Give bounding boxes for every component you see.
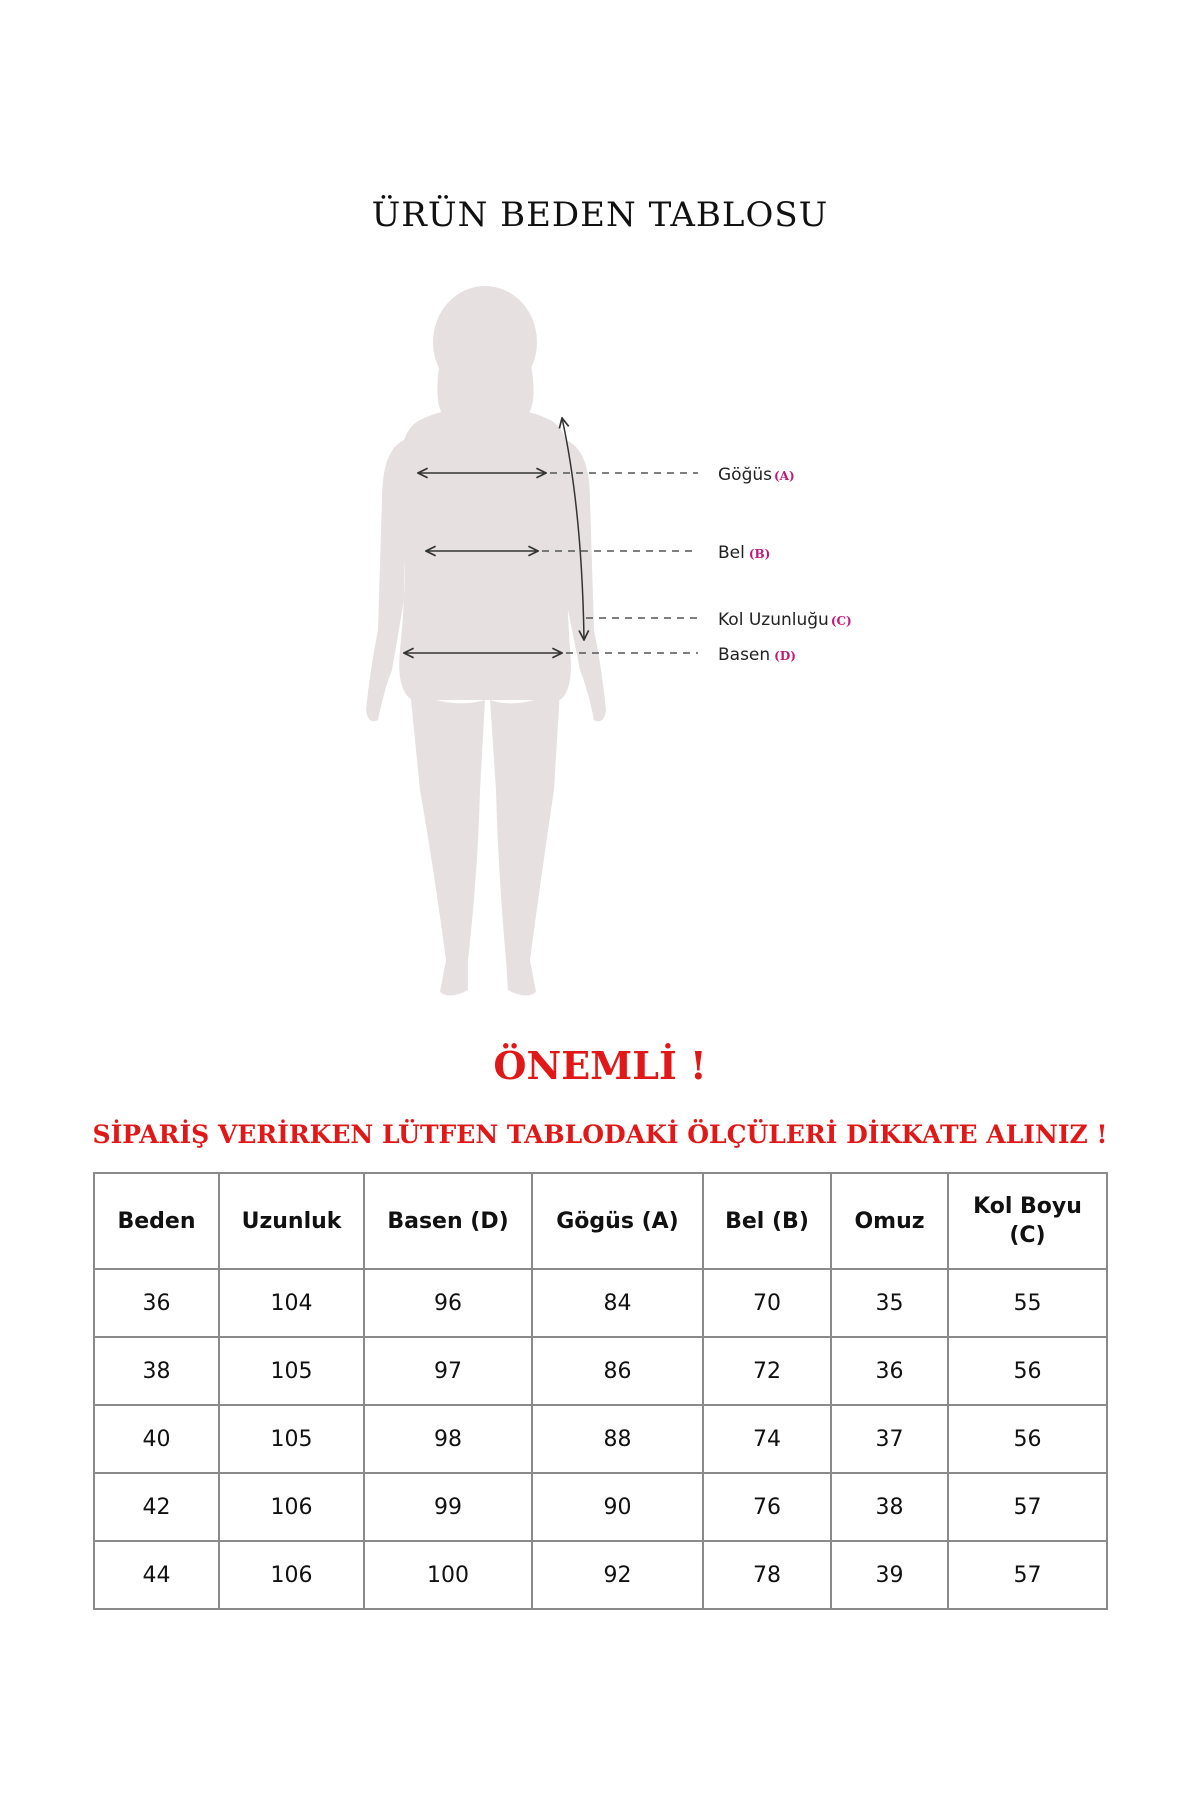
header-waist: Bel (B): [703, 1173, 831, 1269]
cell-bust: 84: [532, 1269, 703, 1337]
table-row: [94, 1337, 1107, 1405]
cell-waist: 78: [703, 1541, 831, 1609]
bust-label: Göğüs (A): [718, 465, 795, 485]
cell-hip: 100: [364, 1541, 532, 1609]
cell-waist: 70: [703, 1269, 831, 1337]
table-row: [94, 1269, 1107, 1337]
cell-sleeve-length: 57: [948, 1473, 1107, 1541]
cell-sleeve-length: 56: [948, 1405, 1107, 1473]
waist-label: Bel (B): [718, 543, 771, 563]
cell-hip: 98: [364, 1405, 532, 1473]
hip-label: Basen (D): [718, 645, 796, 665]
cell-hip: 96: [364, 1269, 532, 1337]
header-hip: Basen (D): [364, 1173, 532, 1269]
table-header-row: [94, 1173, 1107, 1269]
cell-length: 104: [219, 1269, 364, 1337]
cell-shoulder: 39: [831, 1541, 948, 1609]
table-row: [94, 1405, 1107, 1473]
cell-bust: 88: [532, 1405, 703, 1473]
cell-length: 105: [219, 1337, 364, 1405]
sleeve-length-label: Kol Uzunluğu (C): [718, 610, 852, 630]
table-row: [94, 1541, 1107, 1609]
cell-size: 40: [94, 1405, 219, 1473]
page-title: ÜRÜN BEDEN TABLOSU: [371, 195, 829, 235]
cell-sleeve-length: 57: [948, 1541, 1107, 1609]
cell-bust: 90: [532, 1473, 703, 1541]
header-sleeve-length: Kol Boyu (C): [948, 1173, 1107, 1269]
cell-shoulder: 37: [831, 1405, 948, 1473]
cell-size: 38: [94, 1337, 219, 1405]
cell-size: 44: [94, 1541, 219, 1609]
cell-waist: 74: [703, 1405, 831, 1473]
important-heading: ÖNEMLİ !: [493, 1043, 707, 1088]
body-measurement-figure: [300, 270, 920, 1010]
order-warning: SİPARİŞ VERİRKEN LÜTFEN TABLODAKİ ÖLÇÜLERİ DİKKATE ALINIZ !: [92, 1120, 1108, 1149]
cell-shoulder: 36: [831, 1337, 948, 1405]
cell-length: 106: [219, 1473, 364, 1541]
header-bust: Gögüs (A): [532, 1173, 703, 1269]
cell-length: 105: [219, 1405, 364, 1473]
table-row: [94, 1473, 1107, 1541]
cell-shoulder: 35: [831, 1269, 948, 1337]
header-length: Uzunluk: [219, 1173, 364, 1269]
cell-hip: 97: [364, 1337, 532, 1405]
woman-silhouette: [366, 286, 606, 996]
cell-waist: 76: [703, 1473, 831, 1541]
cell-shoulder: 38: [831, 1473, 948, 1541]
header-shoulder: Omuz: [831, 1173, 948, 1269]
cell-bust: 86: [532, 1337, 703, 1405]
size-table: [93, 1172, 1108, 1610]
cell-size: 36: [94, 1269, 219, 1337]
cell-length: 106: [219, 1541, 364, 1609]
cell-hip: 99: [364, 1473, 532, 1541]
cell-waist: 72: [703, 1337, 831, 1405]
cell-size: 42: [94, 1473, 219, 1541]
cell-sleeve-length: 55: [948, 1269, 1107, 1337]
header-size: Beden: [94, 1173, 219, 1269]
cell-sleeve-length: 56: [948, 1337, 1107, 1405]
cell-bust: 92: [532, 1541, 703, 1609]
